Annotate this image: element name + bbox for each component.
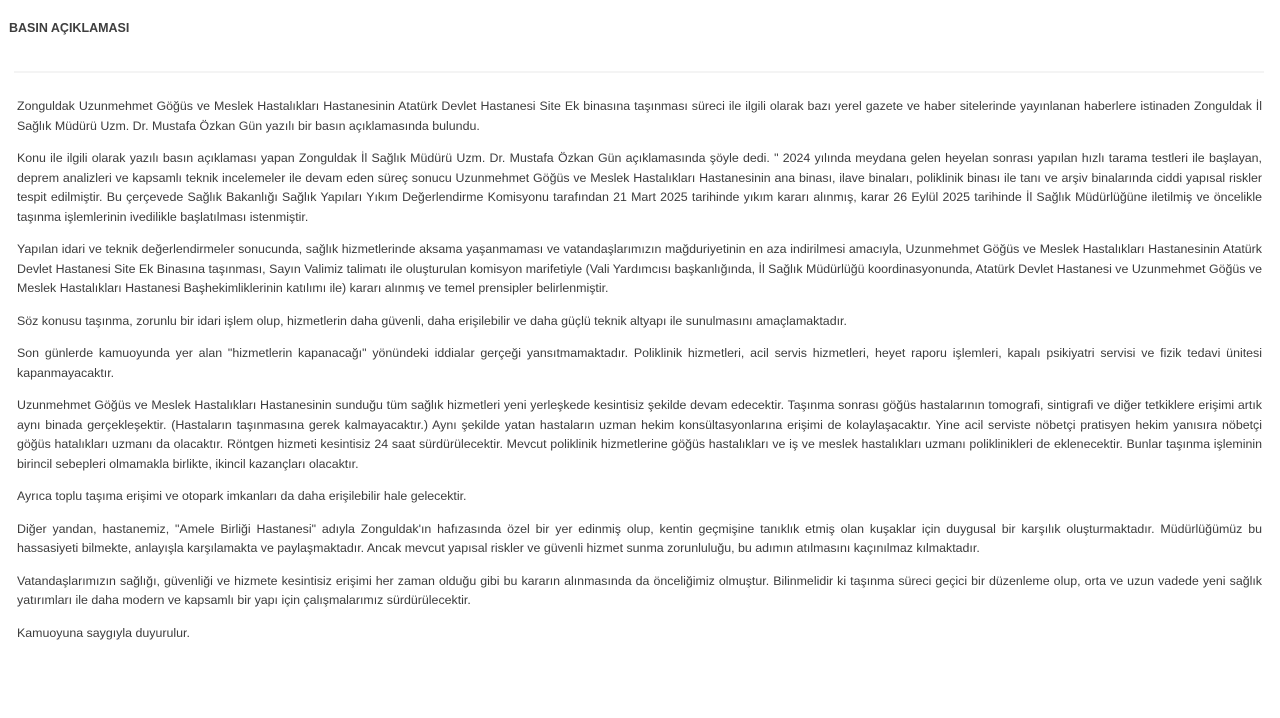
page-title: BASIN AÇIKLAMASI	[9, 21, 130, 35]
article-paragraph-2: Konu ile ilgili olarak yazılı basın açıklaması yapan Zonguldak İl Sağlık Müdürü Uzm. Dr. Mustafa Özkan Gün açıklamasında şöyle dedi. " 2024 yılında meydana gelen heyelan sonrası yapılan hızlı tarama testleri ile başlayan, deprem analizleri ve kapsamlı teknik incelemeler ile devam eden süreç sonucu Uzunmehmet Göğüs ve Meslek Hastalıkları Hastanesinin ana binası, ilave binaları, poliklinik binası ile tanı ve arşiv binalarında ciddi yapısal riskler tespit edilmiştir. Bu çerçevede Sağlık Bakanlığı Sağlık Yapıları Yıkım Değerlendirme Komisyonu tarafından 21 Mart 2025 tarihinde yıkım kararı alınmış, karar 26 Eylül 2025 tarihinde İl Sağlık Müdürlüğüne iletilmiş ve öncelikle taşınma işlemlerinin ivedilikle başlatılması istenmiştir.	[17, 151, 1262, 224]
article-closing: Kamuoyuna saygıyla duyurulur.	[17, 625, 190, 640]
article-paragraph-4: Söz konusu taşınma, zorunlu bir idari işlem olup, hizmetlerin daha güvenli, daha erişilebilir ve daha güçlü teknik altyapı ile sunulmasını amaçlamaktadır.	[17, 313, 847, 328]
article-paragraph-7: Ayrıca toplu taşıma erişimi ve otopark imkanları da daha erişilebilir hale gelecektir.	[17, 489, 467, 503]
article-paragraph-9: Vatandaşlarımızın sağlığı, güvenliği ve hizmete kesintisiz erişimi her zaman olduğu gibi bu kararın alınmasında da önceliğimiz olmuştur. Bilinmelidir ki taşınma süreci geçici bir düzenleme olup, orta ve uzun vadede yeni sağlık yatırımları ile daha modern ve kapsamlı bir yapı için çalışmalarımız sürdürülecektir.	[17, 573, 1262, 607]
article-paragraph-5: Son günlerde kamuoyunda yer alan "hizmetlerin kapanacağı" yönündeki iddialar gerçeği yansıtmamaktadır. Poliklinik hizmetleri, acil servis hizmetleri, heyet raporu işlemleri, kapalı psikiyatri servisi ve fizik tedavi ünitesi kapanmayacaktır.	[17, 346, 1262, 380]
article-paragraph-6: Uzunmehmet Göğüs ve Meslek Hastalıkları Hastanesinin sunduğu tüm sağlık hizmetleri yeni yerleşkede kesintisiz şekilde devam edecektir. Taşınma sonrası göğüs hastalarının tomografi, sintigrafi ve diğer tetkiklere erişimi artık aynı binada gerçekleşektir. (Hastaların taşınmasına gerek kalmayacaktır.) Aynı şekilde yatan hastaların uzman hekim konsültasyonlarına erişimi de kolaylaşacaktır. Yine acil serviste nöbetçi pratisyen hekim yanısıra nöbetçi göğüs hatalıkları uzmanı da olacaktır. Röntgen hizmeti kesintisiz 24 saat sürdürülecektir. Mevcut poliklinik hizmetlerine göğüs hastalıkları ve iş ve meslek hastalıkları uzmanı poliklinikleri de eklenecektir. Bunlar taşınma işleminin birincil sebepleri olmamakla birlikte, ikincil kazançları olacaktır.	[17, 398, 1262, 471]
article-paragraph-3: Yapılan idari ve teknik değerlendirmeler sonucunda, sağlık hizmetlerinde aksama yaşanmaması ve vatandaşlarımızın mağduriyetinin en aza indirilmesi amacıyla, Uzunmehmet Göğüs ve Meslek Hastalıkları Hastanesinin Atatürk Devlet Hastanesi Site Ek Binasına taşınması, Sayın Valimiz talimatı ile oluşturulan komisyon marifetiyle (Vali Yardımcısı başkanlığında, İl Sağlık Müdürlüğü koordinasyonunda, Atatürk Devlet Hastanesi ve Uzunmehmet Göğüs ve Meslek Hastalıkları Hastanesi Başhekimliklerinin katılımı ile) kararı alınmış ve temel prensipler belirlenmiştir.	[17, 242, 1262, 295]
article-paragraph-1: Zonguldak Uzunmehmet Göğüs ve Meslek Hastalıkları Hastanesinin Atatürk Devlet Hastanesi Site Ek binasına taşınması süreci ile ilgili olarak bazı yerel gazete ve haber sitelerinde yayınlanan haberlere istinaden Zonguldak İl Sağlık Müdürü Uzm. Dr. Mustafa Özkan Gün yazılı bir basın açıklamasında bulundu.	[17, 99, 1262, 133]
title-divider	[14, 71, 1264, 73]
article-paragraph-8: Diğer yandan, hastanemiz, "Amele Birliği Hastanesi" adıyla Zonguldak'ın hafızasında özel bir yer edinmiş olup, kentin geçmişine tanıklık etmiş olan kuşaklar için duygusal bir karşılık oluşturmaktadır. Müdürlüğümüz bu hassasiyeti bilmekte, anlayışla karşılamakta ve paylaşmaktadır. Ancak mevcut yapısal riskler ve güvenli hizmet sunma zorunluluğu, bu adımın atılmasını kaçınılmaz kılmaktadır.	[17, 521, 1262, 555]
article-body	[17, 97, 1262, 656]
